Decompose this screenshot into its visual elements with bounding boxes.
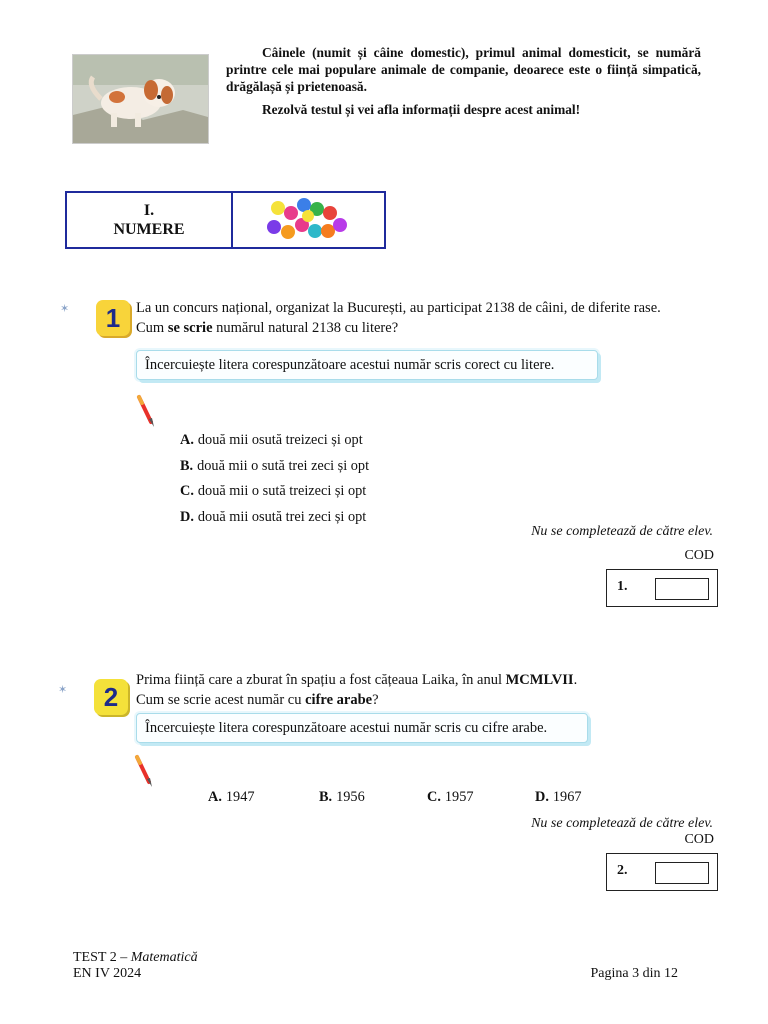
- exercise-1-cod-label: COD: [684, 548, 714, 563]
- footer-exam: EN IV 2024: [73, 966, 142, 981]
- option-letter: A.: [208, 789, 222, 805]
- option-letter: D.: [180, 509, 194, 525]
- option-text: 1957: [444, 789, 474, 805]
- footer-test-label: TEST 2 –: [73, 950, 131, 965]
- exercise-1-code-field: [655, 578, 709, 600]
- footer-test-info: [73, 950, 198, 982]
- option-text: două mii o sută treizeci și opt: [197, 483, 367, 499]
- option-letter: C.: [427, 789, 441, 805]
- section-roman-numeral: I.: [143, 202, 155, 219]
- pencil-icon: [136, 394, 156, 428]
- exercise-2-badge: 2: [94, 679, 128, 715]
- exercise-1-instruction: Încercuiește litera corespunzătoare acestui număr scris corect cu litere.: [136, 350, 598, 380]
- option-text: 1967: [552, 789, 582, 805]
- footer-test-title: [73, 950, 198, 966]
- option-text: două mii osută treizeci și opt: [197, 432, 363, 448]
- exercise-2-question-line-1: [136, 670, 716, 690]
- exercise-1-question: [136, 298, 716, 338]
- section-title-cell: [67, 193, 233, 247]
- exercise-1-code-number: 1.: [617, 579, 628, 594]
- q2-text-c: Cum se scrie acest număr cu: [136, 692, 306, 708]
- option-letter: B.: [319, 789, 333, 805]
- q1-text-a: Cum: [136, 320, 168, 336]
- exercise-2-option-a[interactable]: [208, 788, 255, 806]
- exercise-1-option-b[interactable]: [180, 457, 369, 475]
- q2-text-bold: MCMLVII: [505, 672, 574, 688]
- exercise-2-code-number: 2.: [617, 863, 628, 878]
- option-letter: C.: [180, 483, 194, 499]
- footer-subject: Matematică: [130, 950, 198, 965]
- exercise-2-grader-note: Nu se completează de către elev.: [531, 816, 713, 831]
- dog-photo: [72, 54, 209, 144]
- exercise-2-question: [136, 670, 716, 710]
- exercise-1-badge: 1: [96, 300, 130, 336]
- q1-text-b: numărul natural 2138 cu litere?: [212, 320, 399, 336]
- section-title: NUMERE: [113, 221, 185, 238]
- option-letter: A.: [180, 432, 194, 448]
- exercise-1-grader-note: Nu se completează de către elev.: [531, 524, 713, 539]
- dog-image: [73, 55, 208, 143]
- exercise-1-question-line-2: [136, 318, 716, 338]
- option-text: 1956: [336, 789, 365, 805]
- intro-paragraph: Câinele (numit și câine domestic), primul animal domesticit, se numără printre cele mai populare animale de companie, deoarece este o ființă simpatică, drăgălașă și prietenoasă.: [226, 45, 701, 94]
- intro-call-to-action: Rezolvă testul și vei afla informații despre acest animal!: [262, 102, 581, 117]
- exercise-2-code-box: [606, 853, 718, 891]
- intro-text: [226, 44, 701, 118]
- option-text: două mii o sută trei zeci și opt: [197, 458, 370, 474]
- exercise-2-question-line-2: [136, 690, 716, 710]
- sparkle-decoration: ✶: [58, 683, 68, 696]
- q2-text-a: Prima ființă care a zburat în spațiu a fost cățeaua Laika, în anul: [136, 672, 506, 688]
- pencil-icon: [134, 754, 154, 788]
- exercise-2-option-c[interactable]: [427, 788, 474, 806]
- exercise-1-option-c[interactable]: [180, 482, 366, 500]
- exercise-2-cod-label: COD: [684, 832, 714, 847]
- balloons-illustration: [233, 193, 384, 247]
- q2-text-bold-2: cifre arabe: [305, 692, 373, 708]
- option-text: două mii osută trei zeci și opt: [197, 509, 367, 525]
- exercise-2-option-d[interactable]: [535, 788, 582, 806]
- exercise-2-option-b[interactable]: [319, 788, 365, 806]
- exercise-1-code-box: [606, 569, 718, 607]
- exercise-2-code-field: [655, 862, 709, 884]
- q2-text-d: ?: [372, 692, 379, 708]
- footer-page-number: Pagina 3 din 12: [590, 966, 678, 981]
- exercise-1-option-d[interactable]: [180, 508, 366, 526]
- number-balloons-icon: [264, 195, 354, 245]
- exercise-1-option-a[interactable]: [180, 431, 363, 449]
- exercise-2-instruction: Încercuiește litera corespunzătoare acestui număr scris cu cifre arabe.: [136, 713, 588, 743]
- option-text: 1947: [225, 789, 255, 805]
- section-header: [65, 191, 386, 249]
- option-letter: D.: [535, 789, 549, 805]
- q1-text-bold: se scrie: [167, 320, 213, 336]
- option-letter: B.: [180, 458, 194, 474]
- sparkle-decoration: ✶: [60, 302, 70, 315]
- q2-text-b: .: [573, 672, 578, 688]
- exercise-1-question-line-1: La un concurs național, organizat la București, au participat 2138 de câini, de diferite rase.: [136, 300, 661, 316]
